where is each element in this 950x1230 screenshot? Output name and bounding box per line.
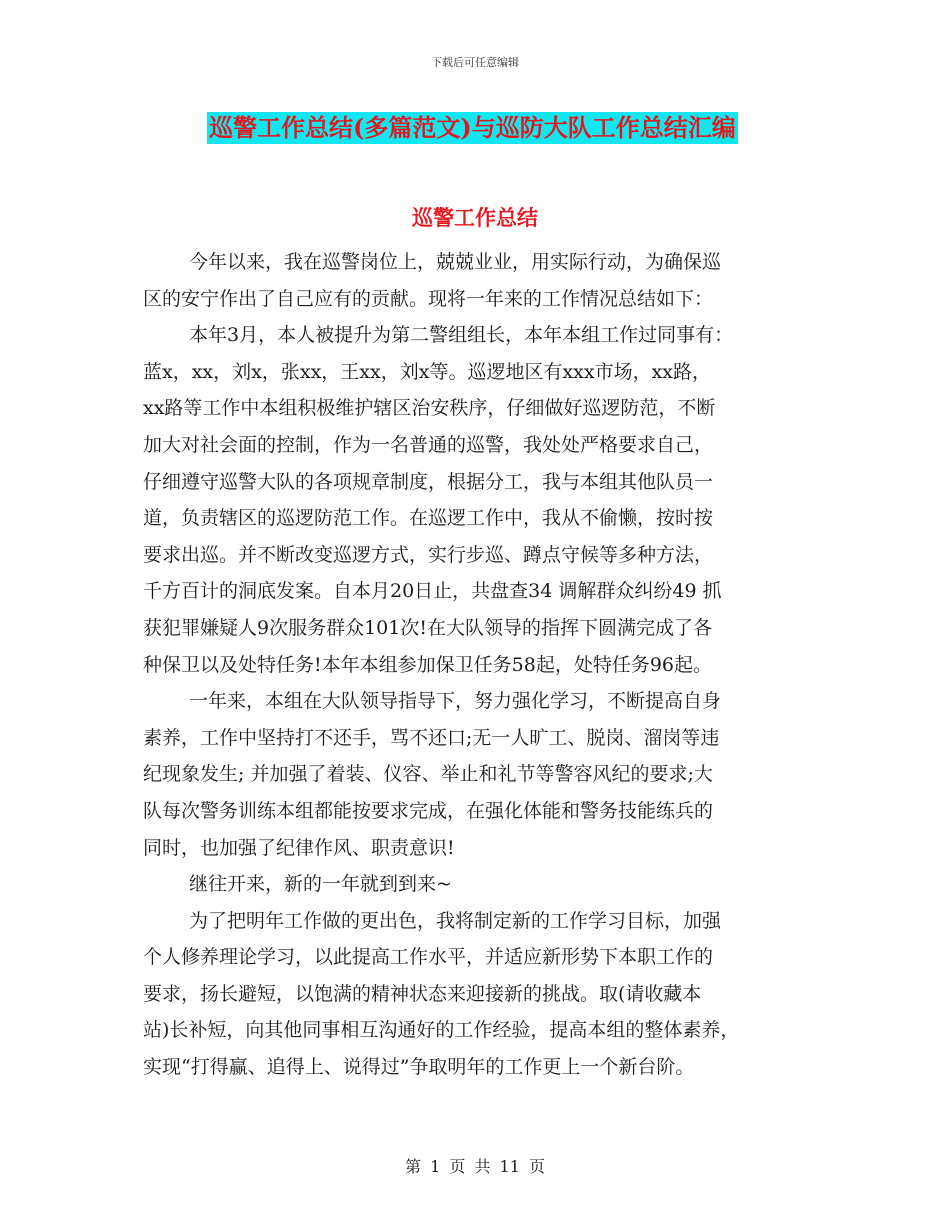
page-footer: 第 1 页 共 11 页 [405,1157,545,1176]
text-line: 实现“打得赢、追得上、说得过”争取明年的工作更上一个新台阶。 [143,1056,695,1079]
text-line: 为了把明年工作做的更出色，我将制定新的工作学习目标，加强 [189,909,722,932]
body-text [143,244,818,1086]
text-line: 一年来，本组在大队领导指导下，努力强化学习，不断提高自身 [189,690,722,713]
text-line: 今年以来，我在巡警岗位上，兢兢业业，用实际行动，为确保巡 [189,251,722,273]
text-line: 蓝x，xx，刘x，张xx，王xx，刘x等。巡逻地区有xxx市场，xx路， [143,360,712,383]
text-line: 要求，扬长避短，以饱满的精神状态来迎接新的挑战。取(请收藏本 [143,982,702,1005]
text-line: 站)长补短，向其他同事相互沟通好的工作经验，提高本组的整体素养， [143,1019,740,1042]
text-line: 同时，也加强了纪律作风、职责意识! [143,836,455,859]
text-line: 区的安宁作出了自己应有的贡献。现将一年来的工作情况总结如下： [143,287,714,310]
text-line: 仔细遵守巡警大队的各项规章制度，根据分工，我与本组其他队员一 [143,470,714,493]
text-line: 千方百计的洞底发案。自本月20日止，共盘查34 调解群众纠纷49 抓 [143,580,722,603]
text-line: 纪现象发生; 并加强了着装、仪容、举止和礼节等警容风纪的要求;大 [143,763,713,786]
text-line: 素养，工作中坚持打不还手，骂不还口;无一人旷工、脱岗、溜岗等违 [143,726,720,749]
text-line: xx路等工作中本组积极维护辖区治安秩序，仔细做好巡逻防范，不断 [143,397,716,420]
text-line: 加大对社会面的控制，作为一名普通的巡警，我处处严格要求自己， [143,433,714,456]
header-note: 下载后可任意编辑 [431,56,519,69]
text-line: 道，负责辖区的巡逻防范工作。在巡逻工作中，我从不偷懒，按时按 [143,507,714,530]
section-title: 巡警工作总结 [412,205,538,230]
text-line: 要求出巡。并不断改变巡逻方式，实行步巡、蹲点守候等多种方法， [143,543,714,566]
document-title: 巡警工作总结(多篇范文)与巡防大队工作总结汇编 [209,113,736,142]
text-line: 本年3月，本人被提升为第二警组组长，本年本组工作过同事有： [189,324,734,347]
text-line: 种保卫以及处特任务!本年本组参加保卫任务58起，处特任务96起。 [143,653,712,676]
text-line: 继往开来，新的一年就到到来~ [189,873,452,896]
text-line: 队每次警务训练本组都能按要求完成，在强化体能和警务技能练兵的 [143,799,714,822]
text-line: 获犯罪嫌疑人9次服务群众101次!在大队领导的指挥下圆满完成了各 [143,616,712,639]
text-line: 个人修养理论学习，以此提高工作水平，并适应新形势下本职工作的 [143,946,714,969]
